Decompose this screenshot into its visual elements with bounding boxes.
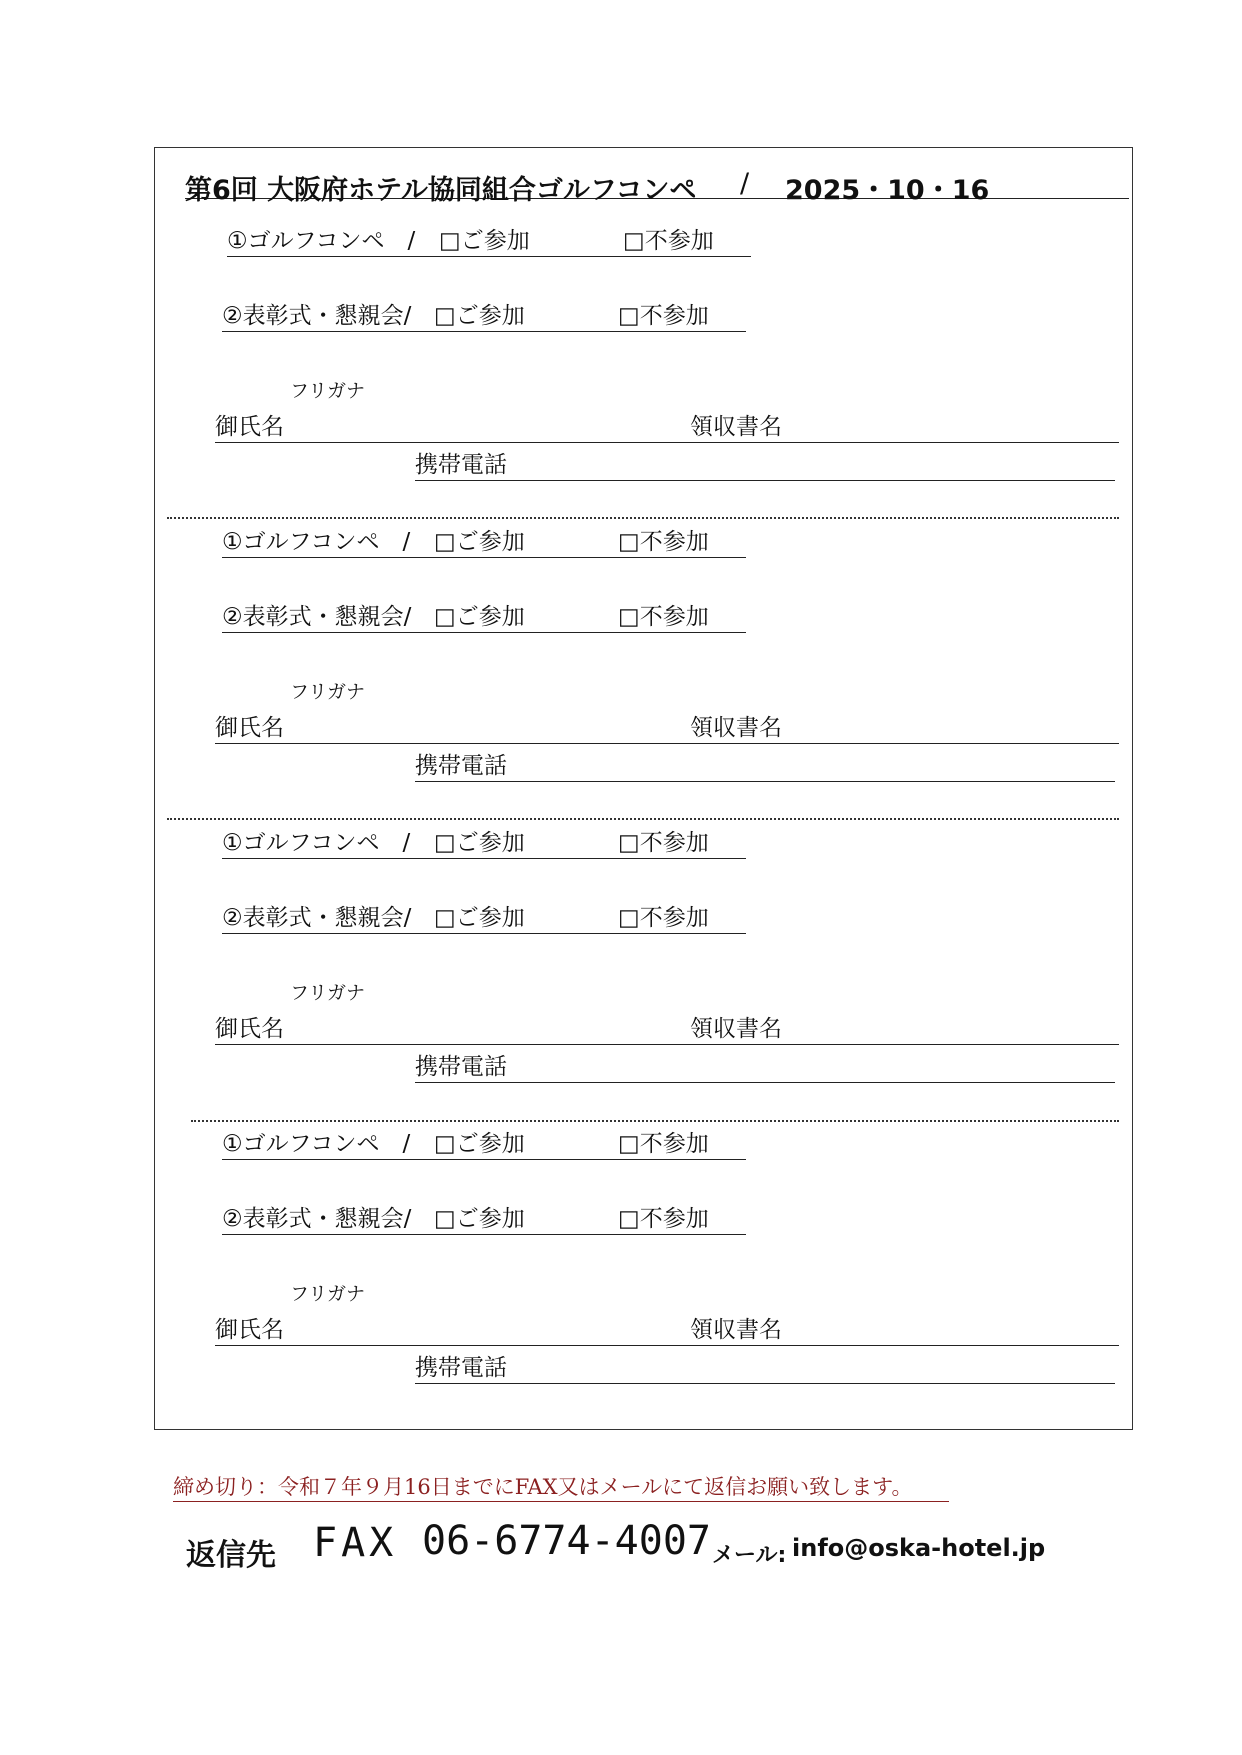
party-absent-checkbox[interactable]: □不参加 <box>618 1206 709 1232</box>
deadline-notice: 締め切り：令和７年９月16日までにFAX又はメールにて返信お願い致します。 <box>173 1473 949 1502</box>
event-date: 2025・10・16 <box>785 175 990 206</box>
golf-label: ①ゴルフコンペ / <box>222 830 411 856</box>
event-title: 第6回 大阪府ホテル協同組合ゴルフコンペ <box>185 175 697 206</box>
furigana-label: フリガナ <box>290 681 366 703</box>
fax-label: FAX <box>313 1520 398 1566</box>
entry-4 <box>155 1051 1132 1381</box>
phone-label: 携帯電話 <box>415 452 507 478</box>
name-input-line[interactable] <box>215 442 1119 443</box>
phone-label: 携帯電話 <box>415 1355 507 1381</box>
entry-3 <box>155 750 1132 1080</box>
golf-absent-checkbox[interactable]: □不参加 <box>618 529 709 555</box>
name-label: 御氏名 <box>215 1016 284 1042</box>
reply-label: 返信先 <box>186 1538 276 1573</box>
golf-row <box>222 527 746 558</box>
receipt-label: 領収書名 <box>690 715 782 741</box>
receipt-label: 領収書名 <box>690 414 782 440</box>
golf-absent-checkbox[interactable]: □不参加 <box>623 228 714 254</box>
fax-number: 06-6774-4007 <box>422 1518 711 1564</box>
mail-address[interactable]: info@oska-hotel.jp <box>792 1534 1046 1562</box>
golf-absent-checkbox[interactable]: □不参加 <box>618 1131 709 1157</box>
name-label: 御氏名 <box>215 715 284 741</box>
golf-row <box>222 1129 746 1160</box>
party-absent-checkbox[interactable]: □不参加 <box>618 303 709 329</box>
phone-input-line[interactable] <box>415 1383 1115 1384</box>
party-label: ②表彰式・懇親会/ <box>222 604 412 630</box>
golf-attend-checkbox[interactable]: □ご参加 <box>439 228 530 254</box>
golf-label: ①ゴルフコンペ / <box>222 529 411 555</box>
party-absent-checkbox[interactable]: □不参加 <box>618 905 709 931</box>
furigana-label: フリガナ <box>290 982 366 1004</box>
entry-1 <box>155 148 1132 478</box>
registration-form <box>154 147 1133 1430</box>
name-label: 御氏名 <box>215 1317 284 1343</box>
golf-attend-checkbox[interactable]: □ご参加 <box>434 830 525 856</box>
golf-label: ①ゴルフコンペ / <box>227 228 416 254</box>
party-row <box>222 301 746 332</box>
name-label: 御氏名 <box>215 414 284 440</box>
name-input-line[interactable] <box>215 743 1119 744</box>
title-slash: / <box>740 168 750 199</box>
party-row <box>222 903 746 934</box>
party-absent-checkbox[interactable]: □不参加 <box>618 604 709 630</box>
golf-attend-checkbox[interactable]: □ご参加 <box>434 1131 525 1157</box>
party-attend-checkbox[interactable]: □ご参加 <box>434 1206 525 1232</box>
entry-2 <box>155 449 1132 779</box>
party-attend-checkbox[interactable]: □ご参加 <box>434 303 525 329</box>
party-attend-checkbox[interactable]: □ご参加 <box>434 905 525 931</box>
mail-label: メール: <box>712 1543 787 1568</box>
party-attend-checkbox[interactable]: □ご参加 <box>434 604 525 630</box>
party-label: ②表彰式・懇親会/ <box>222 905 412 931</box>
golf-label: ①ゴルフコンペ / <box>222 1131 411 1157</box>
receipt-label: 領収書名 <box>690 1016 782 1042</box>
party-row <box>222 1204 746 1235</box>
name-input-line[interactable] <box>215 1345 1119 1346</box>
golf-row <box>222 828 746 859</box>
receipt-label: 領収書名 <box>690 1317 782 1343</box>
party-label: ②表彰式・懇親会/ <box>222 303 412 329</box>
furigana-label: フリガナ <box>290 1283 366 1305</box>
party-row <box>222 602 746 633</box>
golf-absent-checkbox[interactable]: □不参加 <box>618 830 709 856</box>
furigana-label: フリガナ <box>290 380 366 402</box>
phone-label: 携帯電話 <box>415 753 507 779</box>
golf-row <box>227 226 751 257</box>
party-label: ②表彰式・懇親会/ <box>222 1206 412 1232</box>
phone-label: 携帯電話 <box>415 1054 507 1080</box>
golf-attend-checkbox[interactable]: □ご参加 <box>434 529 525 555</box>
name-input-line[interactable] <box>215 1044 1119 1045</box>
